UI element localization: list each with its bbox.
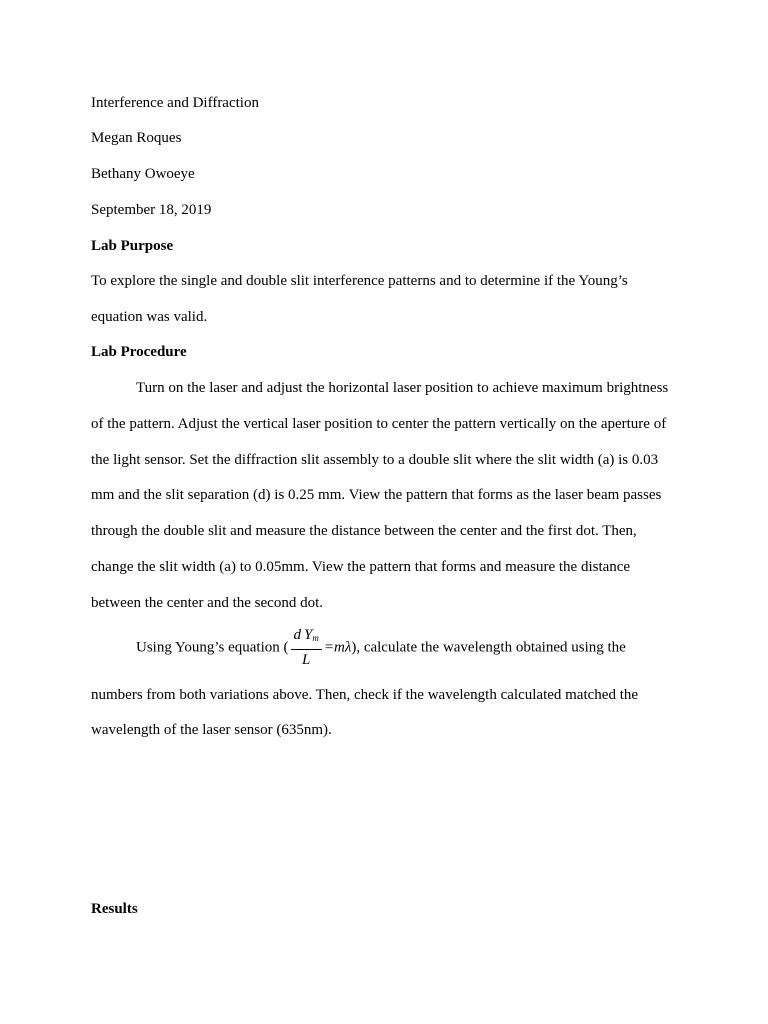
equation-fraction <box>291 627 322 669</box>
youngs-equation <box>289 627 352 669</box>
procedure-line-6: change the slit width (a) to 0.05mm. View the pattern that forms and measure the distance <box>91 559 631 575</box>
purpose-text-line-2: equation was valid. <box>91 309 208 325</box>
procedure-line-1: Turn on the laser and adjust the horizontal laser position to achieve maximum brightness <box>136 380 669 396</box>
equation-denominator: L <box>302 652 311 668</box>
author-name-1: Megan Roques <box>91 130 182 146</box>
equation-paragraph-line-3: wavelength of the laser sensor (635nm). <box>91 722 332 738</box>
procedure-line-3: the light sensor. Set the diffraction slit assembly to a double slit where the slit width (a) is 0.03 <box>91 452 659 468</box>
equation-numerator <box>291 627 322 650</box>
equation-y: Y <box>304 627 313 643</box>
procedure-line-5: through the double slit and measure the distance between the center and the first dot. Then, <box>91 523 637 539</box>
equation-tail-text: ), calculate the wavelength obtained using the <box>351 639 626 656</box>
lab-purpose-heading: Lab Purpose <box>91 238 174 254</box>
procedure-line-2: of the pattern. Adjust the vertical laser position to center the pattern vertically on the aperture of <box>91 416 667 432</box>
procedure-line-7: between the center and the second dot. <box>91 595 323 611</box>
equation-paragraph-line-2: numbers from both variations above. Then, check if the wavelength calculated matched the <box>91 687 639 703</box>
author-name-2: Bethany Owoeye <box>91 166 195 182</box>
lab-procedure-heading: Lab Procedure <box>91 344 187 360</box>
results-heading: Results <box>91 901 138 917</box>
document-title: Interference and Diffraction <box>91 95 259 111</box>
equation-subscript-m: m <box>312 633 319 643</box>
document-date: September 18, 2019 <box>91 202 212 218</box>
purpose-text-line-1: To explore the single and double slit interference patterns and to determine if the Young’s <box>91 273 628 289</box>
equation-rhs: =mλ <box>323 639 352 656</box>
equation-d: d <box>293 627 302 643</box>
equation-lead-text: Using Young’s equation ( <box>136 639 289 656</box>
procedure-line-4: mm and the slit separation (d) is 0.25 mm. View the pattern that forms as the laser beam passes <box>91 487 662 503</box>
equation-paragraph-line-1 <box>136 627 626 669</box>
